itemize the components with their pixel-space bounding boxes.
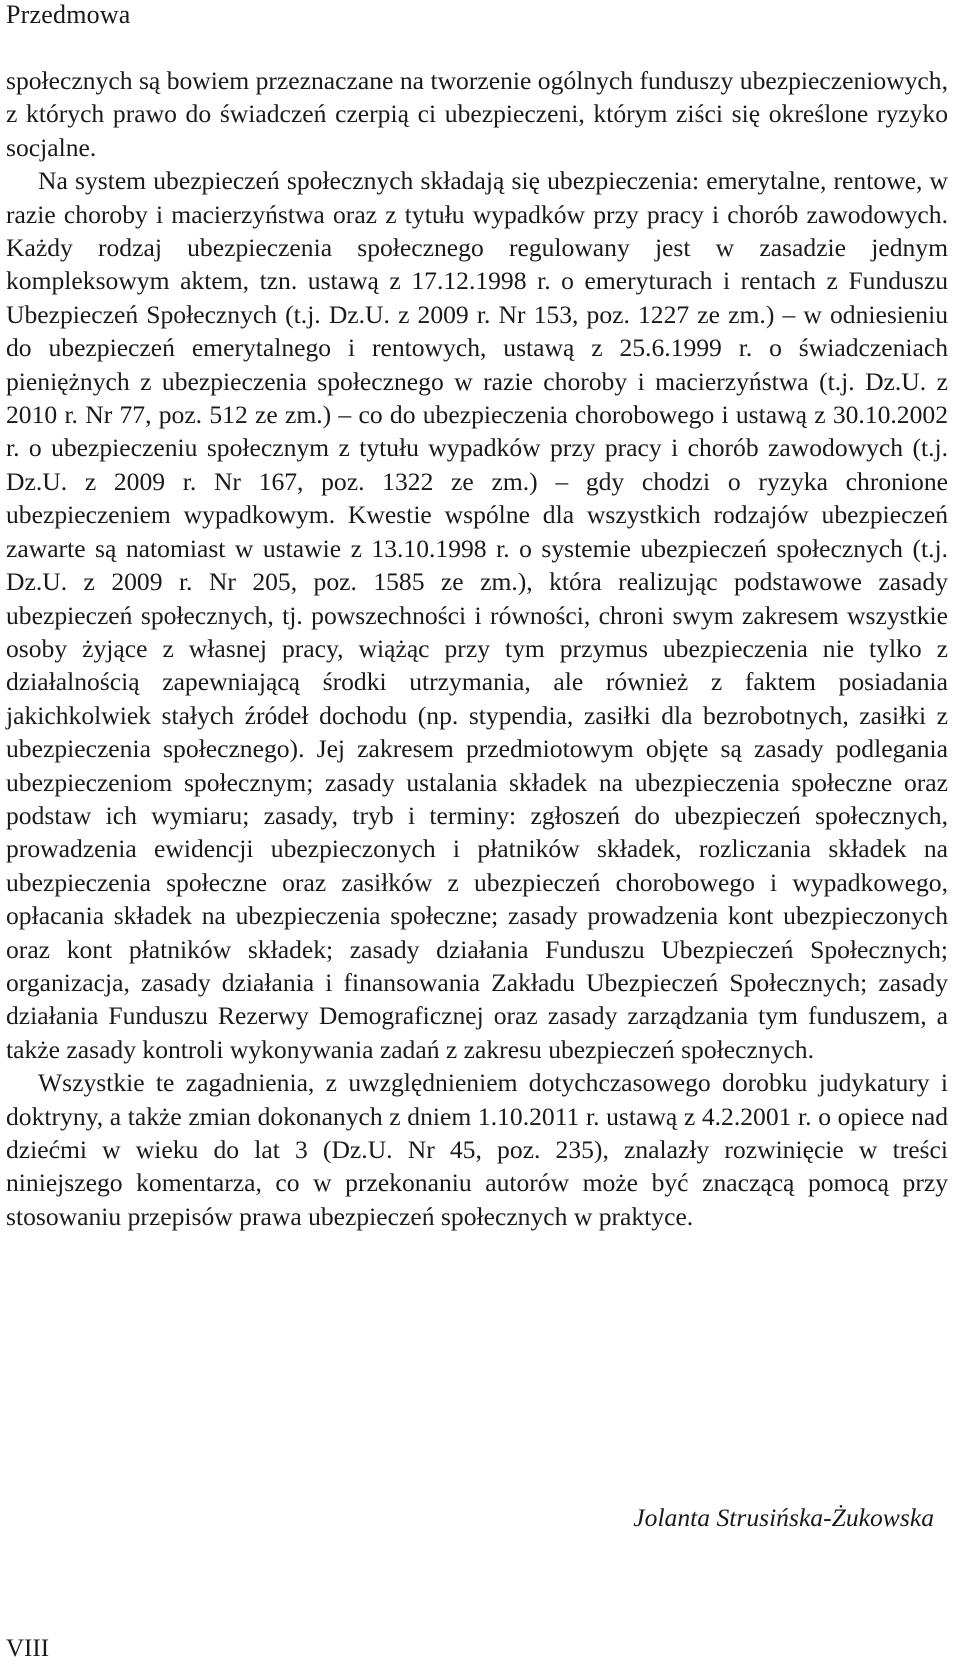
paragraph-closing: Wszystkie te zagadnienia, z uwzględnieniem dotychczasowego dorobku judykatury i doktryny, a także zmian dokonanych z dniem 1.10.2011 r. ustawą z 4.2.2001 r. o opiece nad dziećmi w wieku do lat 3 (Dz.U. Nr 45, poz. 235), znalazły rozwinięcie w treści niniejszego komentarza, co w przekonaniu autorów może być znaczącą pomocą przy stosowaniu przepisów prawa ubezpieczeń społecznych w praktyce. <box>6 1068 948 1231</box>
running-head: Przedmowa <box>6 0 131 29</box>
author-signature: Jolanta Strusińska-Żukowska <box>633 1503 934 1532</box>
page-number: VIII <box>6 1635 50 1662</box>
paragraph-continuation: społecznych są bowiem przeznaczane na tworzenie ogólnych funduszy ubezpieczeniowych, z których prawo do świadczeń czerpią ci ubezpieczeni, którym ziści się określone ryzyko socjalne. <box>6 66 948 162</box>
paragraph-insurance-system: Na system ubezpieczeń społecznych składają się ubezpieczenia: emerytalne, rentowe, w razie choroby i macierzyństwa oraz z tytułu wypadków przy pracy i chorób zawodowych. Każdy rodzaj ubezpieczenia społecznego regulowany jest w zasadzie jednym kompleksowym aktem, tzn. ustawą z 17.12.1998 r. o emeryturach i rentach z Funduszu Ubezpieczeń Społecznych (t.j. Dz.U. z 2009 r. Nr 153, poz. 1227 ze zm.) – w odniesieniu do ubezpieczeń emerytalnego i rentowych, ustawą z 25.6.1999 r. o świadczeniach pieniężnych z ubezpieczenia społecznego w razie choroby i macierzyństwa (t.j. Dz.U. z 2010 r. Nr 77, poz. 512 ze zm.) – co do ubezpieczenia chorobowego i ustawą z 30.10.2002 r. o ubezpieczeniu społecznym z tytułu wypadków przy pracy i chorób zawodowych (t.j. Dz.U. z 2009 r. Nr 167, poz. 1322 ze zm.) – gdy chodzi o ryzyka chronione ubezpieczeniem wypadkowym. Kwestie wspólne dla wszystkich rodzajów ubezpieczeń zawarte są natomiast w ustawie z 13.10.1998 r. o systemie ubezpieczeń społecznych (t.j. Dz.U. z 2009 r. Nr 205, poz. 1585 ze zm.), która realizując podstawowe zasady ubezpieczeń społecznych, tj. powszechności i równości, chroni swym zakresem wszystkie osoby żyjące z własnej pracy, wiążąc przy tym przymus ubezpieczenia nie tylko z działalnością zapewniającą środki utrzymania, ale również z faktem posiadania jakichkolwiek stałych źródeł dochodu (np. stypendia, zasiłki dla bezrobotnych, zasiłki z ubezpieczenia społecznego). Jej zakresem przedmiotowym objęte są zasady podlegania ubezpieczeniom społecznym; zasady ustalania składek na ubezpieczenia społeczne oraz podstaw ich wymiaru; zasady, tryb i terminy: zgłoszeń do ubezpieczeń społecznych, prowadzenia ewidencji ubezpieczonych i płatników składek, rozliczania składek na ubezpieczenia społeczne oraz zasiłków z ubezpieczeń chorobowego i wypadkowego, opłacania składek na ubezpieczenia społeczne; zasady prowadzenia kont ubezpieczonych oraz kont płatników składek; zasady działania Funduszu Ubezpieczeń Społecznych; organizacja, zasady działania i finansowania Zakładu Ubezpieczeń Społecznych; zasady działania Funduszu Rezerwy Demograficznej oraz zasady zarządzania tym funduszem, a także zasady kontroli wykonywania zadań z zakresu ubezpieczeń społecznych. <box>6 166 948 1064</box>
body-text <box>6 64 948 1233</box>
